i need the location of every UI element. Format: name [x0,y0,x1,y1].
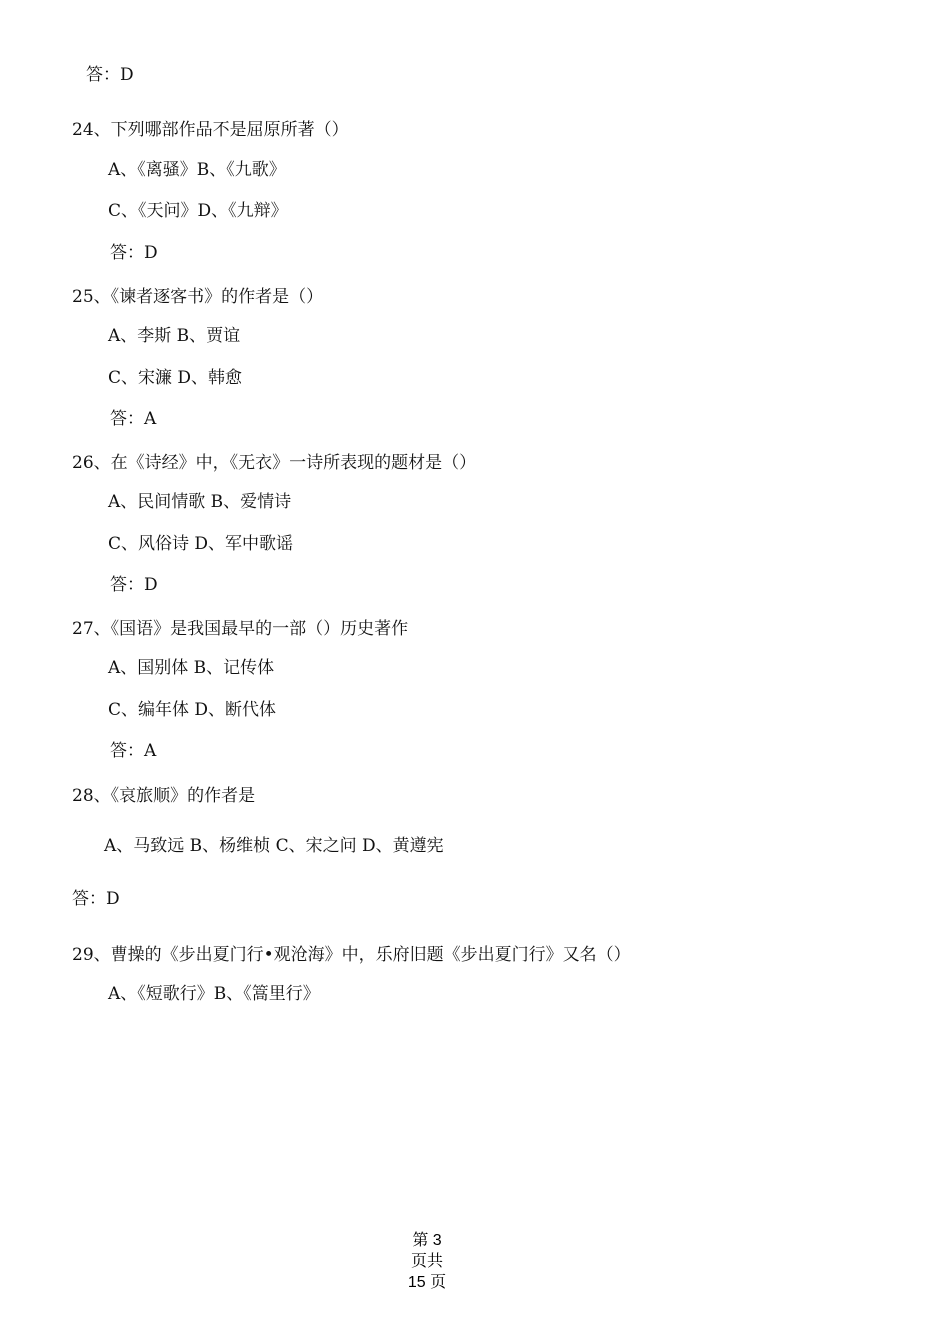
question-24-options-cd: C、《天问》D、《九辩》 [108,201,288,221]
answer-25: 答：A [110,409,157,429]
answer-27: 答：A [110,741,157,761]
question-25: 25、《谏者逐客书》的作者是（） [72,287,324,307]
question-25-options-cd: C、宋濂 D、韩愈 [108,368,243,388]
question-26: 26、在《诗经》中，《无衣》一诗所表现的题材是（） [72,453,477,473]
question-28-options: A、马致远 B、杨维桢 C、宋之问 D、黄遵宪 [104,836,444,856]
page-number-line-3: 15 页 [407,1274,447,1291]
answer-28: 答：D [72,889,120,909]
question-29: 29、曹操的《步出夏门行•观沧海》中，乐府旧题《步出夏门行》又名（） [72,945,631,965]
page-number-line-2: 页共 [410,1253,443,1270]
question-27: 27、《国语》是我国最早的一部（）历史著作 [72,619,409,639]
question-28: 28、《哀旅顺》的作者是 [72,786,256,806]
answer-24: 答：D [110,243,158,263]
question-26-options-cd: C、风俗诗 D、军中歌谣 [108,534,294,554]
question-26-options-ab: A、民间情歌 B、爱情诗 [108,492,292,512]
question-24-options-ab: A、《离骚》B、《九歌》 [108,160,286,180]
page-number-line-1: 第 3 [412,1232,442,1249]
question-24: 24、下列哪部作品不是屈原所著（） [72,120,349,140]
question-27-options-ab: A、国别体 B、记传体 [108,658,275,678]
question-27-options-cd: C、编年体 D、断代体 [108,700,277,720]
question-29-options-ab: A、《短歌行》B、《篙里行》 [108,984,320,1004]
page-number-footer [392,1230,462,1293]
question-25-options-ab: A、李斯 B、贾谊 [108,326,241,346]
answer-26: 答：D [110,575,158,595]
answer-23: 答：D [86,65,134,85]
